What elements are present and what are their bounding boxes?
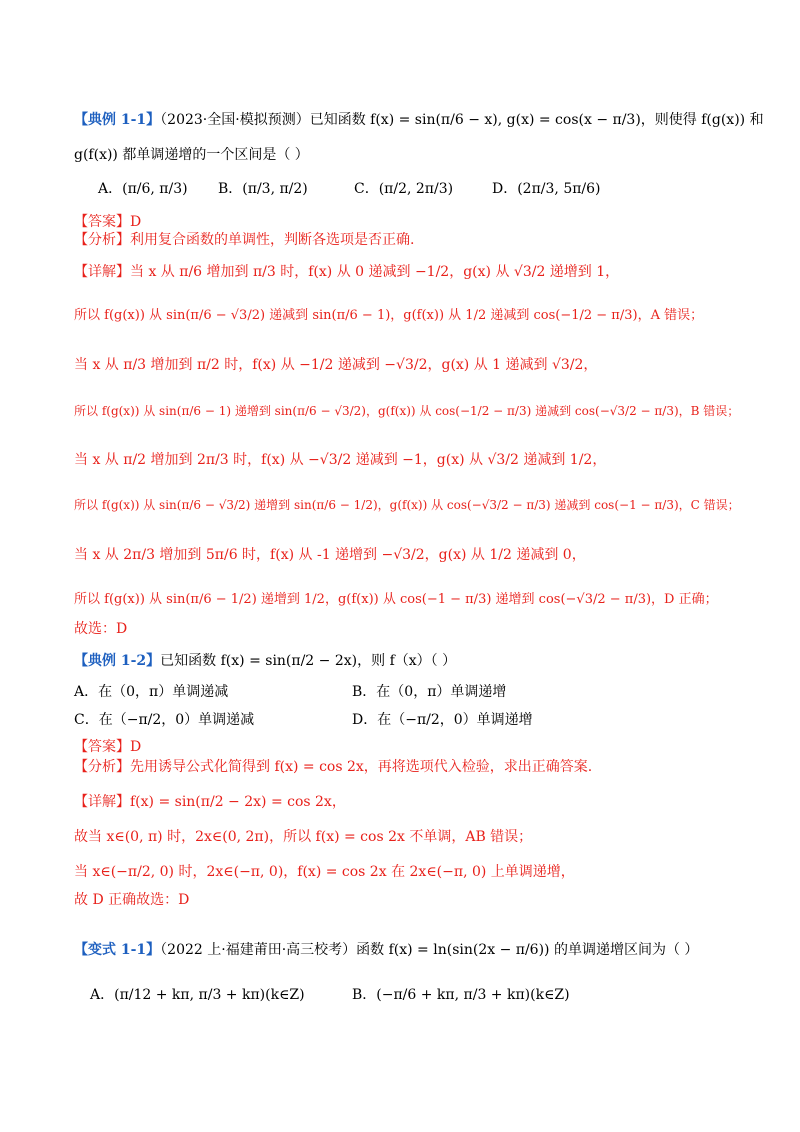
example-1-1-option-b: B．(π/3, π/2) bbox=[218, 181, 308, 197]
variant-1-1-source: （2022 上·福建莆田·高三校考） bbox=[160, 942, 357, 958]
example-1-1-detail-4: 所以 f(g(x)) 从 sin(π/6 − 1) 递增到 sin(π/6 − √3/2)，g(f(x)) 从 cos(−1/2 − π/3) 递减到 cos(−√3/2 − π/3)，B 错误； bbox=[74, 404, 740, 418]
example-1-1-detail-9: 故选：D bbox=[74, 621, 128, 637]
example-1-1-detail-2: 所以 f(g(x)) 从 sin(π/6 − √3/2) 递减到 sin(π/6 − 1)，g(f(x)) 从 1/2 递减到 cos(−1/2 − π/3)，A 错误； bbox=[74, 308, 704, 323]
example-1-1-option-c: C．(π/2, 2π/3) bbox=[354, 181, 454, 197]
variant-1-1-tag: 【变式 1-1】 bbox=[74, 942, 161, 958]
example-1-1-stem-line1 bbox=[74, 110, 764, 130]
variant-1-1-stem bbox=[74, 940, 698, 960]
variant-1-1-option-b: B．(−π/6 + kπ, π/3 + kπ)(k∈Z) bbox=[352, 987, 570, 1003]
example-1-1-source: （2023·全国·模拟预测） bbox=[160, 112, 310, 128]
variant-1-1-stem-text: 函数 f(x) = ln(sin(2x − π/6)) 的单调递增区间为（ ） bbox=[356, 942, 699, 958]
example-1-1-option-a: A．(π/6, π/3) bbox=[98, 181, 188, 197]
example-1-2-stem-text: 已知函数 f(x) = sin(π/2 − 2x)，则 f（x）（ ） bbox=[160, 653, 457, 669]
example-1-2-option-b: B．在（0，π）单调递增 bbox=[352, 684, 507, 700]
example-1-1-detail-3: 当 x 从 π/3 增加到 π/2 时，f(x) 从 −1/2 递减到 −√3/2，g(x) 从 1 递减到 √3/2， bbox=[74, 357, 598, 373]
example-1-1-tag: 【典例 1-1】 bbox=[74, 112, 161, 128]
example-1-2-stem bbox=[74, 651, 456, 671]
example-1-1-analysis: 【分析】利用复合函数的单调性，判断各选项是否正确. bbox=[74, 232, 415, 248]
example-1-2-detail-3: 当 x∈(−π/2, 0) 时，2x∈(−π, 0)，f(x) = cos 2x 在 2x∈(−π, 0) 上单调递增， bbox=[74, 864, 575, 880]
example-1-2-answer: 【答案】D bbox=[74, 739, 142, 755]
example-1-1-stem-a: 已知函数 f(x) = sin(π/6 − x), g(x) = cos(x − π/3)，则使得 f(g(x)) 和 bbox=[309, 112, 764, 128]
example-1-2-option-a: A．在（0，π）单调递减 bbox=[74, 684, 229, 700]
example-1-2-tag: 【典例 1-2】 bbox=[74, 653, 161, 669]
example-1-1-detail-1: 【详解】当 x 从 π/6 增加到 π/3 时，f(x) 从 0 递减到 −1/2，g(x) 从 √3/2 递增到 1， bbox=[74, 264, 620, 280]
example-1-2-option-d: D．在（−π/2，0）单调递增 bbox=[352, 712, 533, 728]
example-1-1-option-d: D．(2π/3, 5π/6) bbox=[492, 181, 601, 197]
example-1-1-detail-6: 所以 f(g(x)) 从 sin(π/6 − √3/2) 递增到 sin(π/6 − 1/2)，g(f(x)) 从 cos(−√3/2 − π/3) 递减到 cos(−1 − π/3)，C 错误； bbox=[74, 498, 740, 512]
example-1-2-detail-2: 故当 x∈(0, π) 时，2x∈(0, 2π)，所以 f(x) = cos 2x 不单调，AB 错误； bbox=[74, 829, 533, 845]
example-1-1-answer: 【答案】D bbox=[74, 214, 142, 230]
variant-1-1-option-a: A．(π/12 + kπ, π/3 + kπ)(k∈Z) bbox=[90, 987, 305, 1003]
example-1-1-detail-8: 所以 f(g(x)) 从 sin(π/6 − 1/2) 递增到 1/2，g(f(x)) 从 cos(−1 − π/3) 递增到 cos(−√3/2 − π/3)，D 正确； bbox=[74, 592, 718, 607]
example-1-2-detail-4: 故 D 正确故选：D bbox=[74, 892, 190, 908]
example-1-2-detail-1: 【详解】f(x) = sin(π/2 − 2x) = cos 2x， bbox=[74, 794, 346, 810]
example-1-2-analysis: 【分析】先用诱导公式化简得到 f(x) = cos 2x，再将选项代入检验，求出正确答案. bbox=[74, 759, 593, 775]
example-1-2-option-c: C．在（−π/2，0）单调递减 bbox=[74, 712, 255, 728]
example-1-1-stem-b: g(f(x)) 都单调递增的一个区间是（ ） bbox=[74, 147, 309, 163]
example-1-1-detail-7: 当 x 从 2π/3 增加到 5π/6 时，f(x) 从 -1 递增到 −√3/2，g(x) 从 1/2 递减到 0， bbox=[74, 547, 586, 563]
example-1-1-detail-5: 当 x 从 π/2 增加到 2π/3 时，f(x) 从 −√3/2 递减到 −1，g(x) 从 √3/2 递减到 1/2， bbox=[74, 452, 607, 468]
